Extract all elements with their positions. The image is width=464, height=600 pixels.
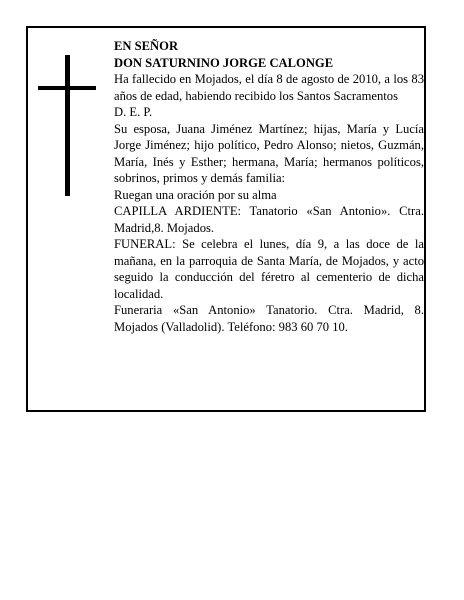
cross-icon-bar <box>38 86 96 90</box>
obituary-text <box>114 38 424 335</box>
cross-icon <box>65 55 70 196</box>
dep-text: D. E. P. <box>114 105 153 119</box>
funeral-info: FUNERAL: Se celebra el lunes, día 9, a las doce de la mañana, en la parroquia de Santa María, de Mojados, y acto seguido la conducción del féretro al cementerio de dicha localidad. <box>114 237 424 301</box>
deceased-name: DON SATURNINO JORGE CALONGE <box>114 55 334 70</box>
death-notice: Ha fallecido en Mojados, el día 8 de agosto de 2010, a los 83 años de edad, habiendo recibido los Santos Sacramentos <box>114 72 424 103</box>
family-list: Su esposa, Juana Jiménez Martínez; hijas, María y Lucía Jorge Jiménez; hijo político, Pedro Alonso; nietos, Guzmán, María, Inés y Esther; hermana, María; hermanos políticos, sobrinos, primos y demás familia: <box>114 121 424 185</box>
heading: EN SEÑOR <box>114 39 179 53</box>
funeral-home-info: Funeraria «San Antonio» Tanatorio. Ctra. Madrid, 8. Mojados (Valladolid). Teléfono: 983 60 70 10. <box>114 303 424 334</box>
chapel-info: CAPILLA ARDIENTE: Tanatorio «San Antonio». Ctra. Madrid,8. Mojados. <box>114 204 424 235</box>
prayer-text: Ruegan una oración por su alma <box>114 187 277 202</box>
